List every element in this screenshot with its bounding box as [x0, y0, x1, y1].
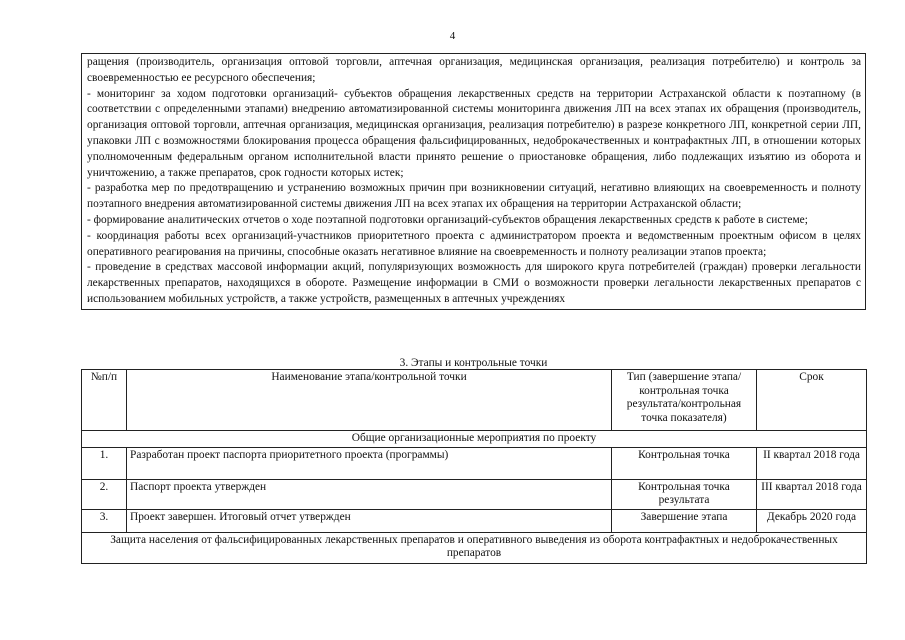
row-term: Декабрь 2020 года	[757, 509, 867, 532]
row-num: 1.	[82, 447, 127, 479]
section-title: 3. Этапы и контрольные точки	[399, 357, 548, 369]
row-num: 2.	[82, 479, 127, 509]
header-term: Срок	[757, 370, 867, 431]
paragraph: - мониторинг за ходом подготовки организаций- субъектов обращения лекарственных средств на территории Астраханской области к поэтапному (в соответствии с определенными этапами) внедрению автоматизированной системы мониторинга движения ЛП на всех этапах их обращения (производитель, организация оптовой торговли, аптечная организация, медицинская организация, реализация потребителю) в разрезе конкретного ЛП, конкретной серии ЛП, упаковки ЛП с возможностями блокирования процесса обращения фальсифицированных, недоброкачественных и контрафактных ЛП, в отношении которых уполномоченным федеральным органом исполнительной власти принято решение о приостановке обращения, либо подлежащих изъятию из оборота и уничтожению, а также препаратов, срок годности которых истек;	[87, 87, 861, 179]
paragraph: - формирование аналитических отчетов о ходе поэтапной подготовки организаций-субъектов обращения лекарственных средств к работе в системе;	[87, 213, 808, 226]
row-num: 3.	[82, 509, 127, 532]
paragraph: - координация работы всех организаций-участников приоритетного проекта с администратором проекта и ведомственным проектным офисом в целях оперативного реагирования на причины, способные оказать негативное влияние на своевременность и полноту реализации этапов проекта;	[87, 229, 861, 258]
table-row	[82, 509, 867, 532]
header-name: Наименование этапа/контрольной точки	[127, 370, 612, 431]
header-type: Тип (завершение этапа/контрольная точка результата/контрольная точка показателя)	[612, 370, 757, 431]
table-row	[82, 447, 867, 479]
group-title: Общие организационные мероприятия по проекту	[82, 431, 867, 448]
table-header-row	[82, 370, 867, 431]
row-type: Контрольная точка результата	[612, 479, 757, 509]
row-term: III квартал 2018 года	[757, 479, 867, 509]
goal-text: Защита населения от фальсифицированных лекарственных препаратов и оперативного выведения из оборота контрафактных и недоброкачественных препаратов	[82, 532, 867, 563]
paragraph: ращения (производитель, организация оптовой торговли, аптечная организация, медицинская организация, реализация потребителю) и контроль за своевременностью ее ресурсного обеспечения;	[87, 56, 861, 84]
row-name: Паспорт проекта утвержден	[127, 479, 612, 509]
row-name: Проект завершен. Итоговый отчет утвержден	[127, 509, 612, 532]
row-type: Завершение этапа	[612, 509, 757, 532]
measures-text-box	[81, 53, 866, 310]
header-num: №п/п	[82, 370, 127, 431]
paragraph: - проведение в средствах массовой информации акций, популяризующих возможность для широкого круга потребителей (граждан) проверки легальности лекарственных препаратов, находящихся в обороте. Размещение информации в СМИ о возможности проверки легальности лекарственных препаратов с использованием мобильных устройств, а также устройств, размещенных в аптечных учреждениях	[87, 261, 861, 305]
table-row	[82, 479, 867, 509]
stages-table	[81, 369, 867, 564]
row-term: II квартал 2018 года	[757, 447, 867, 479]
row-type: Контрольная точка	[612, 447, 757, 479]
group-row	[82, 431, 867, 448]
row-name: Разработан проект паспорта приоритетного проекта (программы)	[127, 447, 612, 479]
paragraph: - разработка мер по предотвращению и устранению возможных причин при возникновении ситуаций, негативно влияющих на своевременность и полноту поэтапного внедрения автоматизированной системы движения ЛП на всех этапах их обращения на территории Астраханской области;	[87, 182, 861, 211]
goal-row	[82, 532, 867, 563]
page-number: 4	[449, 30, 456, 42]
